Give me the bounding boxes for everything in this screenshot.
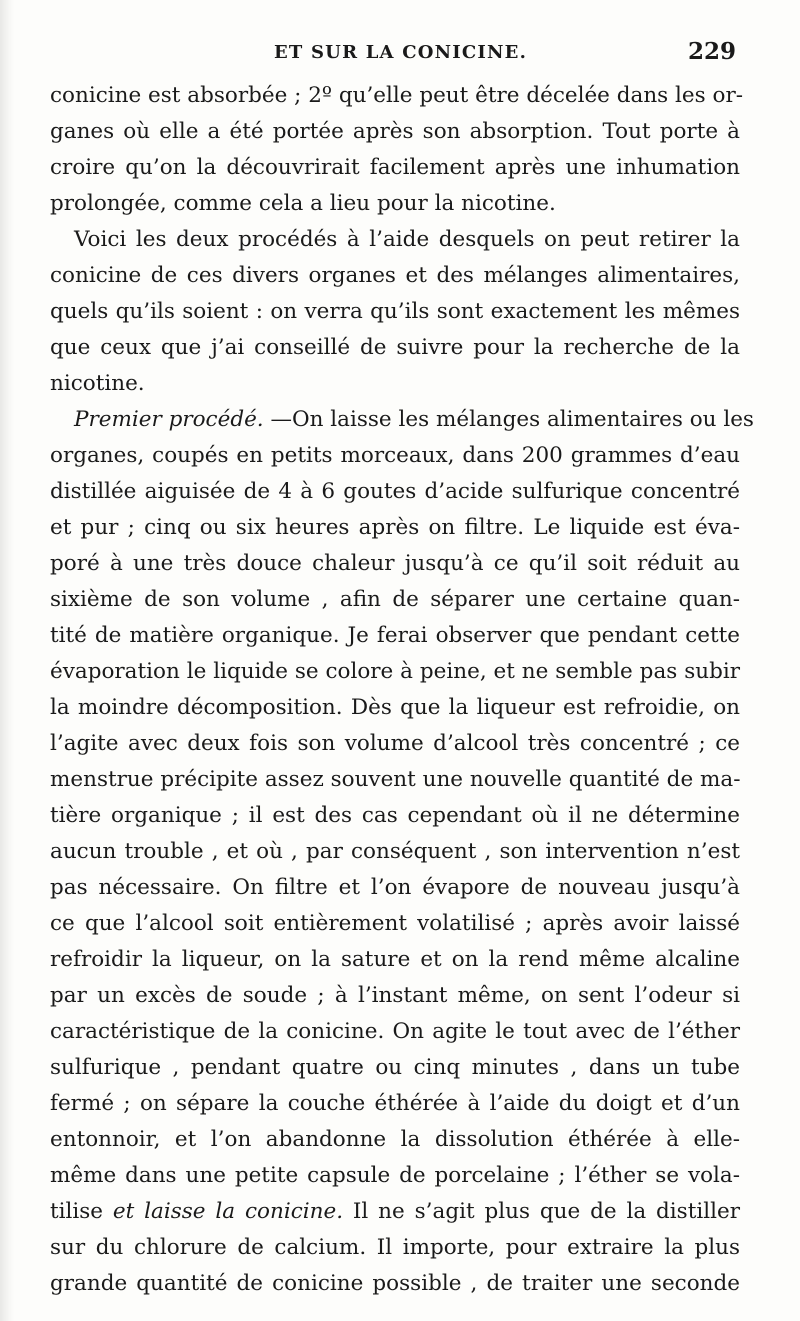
text-line: la moindre décomposition. Dès que la liqueur est refroidie, on xyxy=(50,695,740,720)
text-line: distillée aiguisée de 4 à 6 goutes d’acide sulfurique concentré xyxy=(50,479,740,504)
text-line: évaporation le liquide se colore à peine, et ne semble pas subir xyxy=(50,659,740,684)
text-line: aucun trouble , et où , par conséquent , son intervention n’est xyxy=(50,839,740,864)
text-line: conicine de ces divers organes et des mélanges alimentaires, xyxy=(50,263,740,288)
text-line: sixième de son volume , afin de séparer une certaine quan- xyxy=(50,587,740,612)
text-line: croire qu’on la découvrirait facilement après une inhumation xyxy=(50,155,740,180)
text-line: sur du chlorure de calcium. Il importe, pour extraire la plus xyxy=(50,1235,740,1260)
section-title-premier-procede: Premier procédé. xyxy=(74,407,264,432)
text-line: conicine est absorbée ; 2º qu’elle peut être décelée dans les or- xyxy=(50,83,743,108)
text-line: ce que l’alcool soit entièrement volatilisé ; après avoir laissé xyxy=(50,911,740,936)
text-line: caractéristique de la conicine. On agite le tout avec de l’éther xyxy=(50,1019,740,1044)
text-line: nicotine. xyxy=(50,371,145,396)
running-head: ET SUR LA CONICINE. xyxy=(274,42,528,63)
text-fragment: Il ne s’agit plus que de la distiller xyxy=(352,1199,740,1224)
text-line: prolongée, comme cela a lieu pour la nicotine. xyxy=(50,191,556,216)
text-line: ganes où elle a été portée après son absorption. Tout porte à xyxy=(50,119,740,144)
text-line: poré à une très douce chaleur jusqu’à ce qu’il soit réduit au xyxy=(50,551,740,576)
text-line: grande quantité de conicine possible , de traiter une seconde xyxy=(50,1271,740,1296)
text-line: sulfurique , pendant quatre ou cinq minutes , dans un tube xyxy=(50,1055,740,1080)
body-text xyxy=(50,78,754,1302)
text-line xyxy=(50,402,754,438)
text-fragment: tilise xyxy=(50,1199,104,1224)
text-line: refroidir la liqueur, on la sature et on la rend même alcaline xyxy=(50,947,740,972)
text-line: tité de matière organique. Je ferai observer que pendant cette xyxy=(50,623,740,648)
text-line: quels qu’ils soient : on verra qu’ils sont exactement les mêmes xyxy=(50,299,740,324)
text-line: fermé ; on sépare la couche éthérée à l’aide du doigt et d’un xyxy=(50,1091,740,1116)
text-line: tière organique ; il est des cas cependant où il ne détermine xyxy=(50,803,740,828)
text-line: organes, coupés en petits morceaux, dans 200 grammes d’eau xyxy=(50,443,740,468)
text-line: par un excès de soude ; à l’instant même, on sent l’odeur si xyxy=(50,983,740,1008)
text-line: que ceux que j’ai conseillé de suivre pour la recherche de la xyxy=(50,335,740,360)
text-line: menstrue précipite assez souvent une nouvelle quantité de ma- xyxy=(50,767,741,792)
text-line: Voici les deux procédés à l’aide desquels on peut retirer la xyxy=(74,227,740,252)
text-line: entonnoir, et l’on abandonne la dissolution éthérée à elle- xyxy=(50,1127,740,1152)
text-fragment: —On laisse les mélanges alimentaires ou les xyxy=(270,407,754,432)
text-line: l’agite avec deux fois son volume d’alcool très concentré ; ce xyxy=(50,731,740,756)
text-line xyxy=(50,1194,740,1230)
text-line: et pur ; cinq ou six heures après on filtre. Le liquide est éva- xyxy=(50,515,740,540)
page-gutter-shadow xyxy=(0,0,14,1321)
page-number: 229 xyxy=(687,38,736,65)
text-line: même dans une petite capsule de porcelaine ; l’éther se vola- xyxy=(50,1163,740,1188)
italic-phrase: et laisse la conicine. xyxy=(112,1199,344,1224)
text-line: pas nécessaire. On filtre et l’on évapore de nouveau jusqu’à xyxy=(50,875,740,900)
page-header xyxy=(50,36,740,72)
